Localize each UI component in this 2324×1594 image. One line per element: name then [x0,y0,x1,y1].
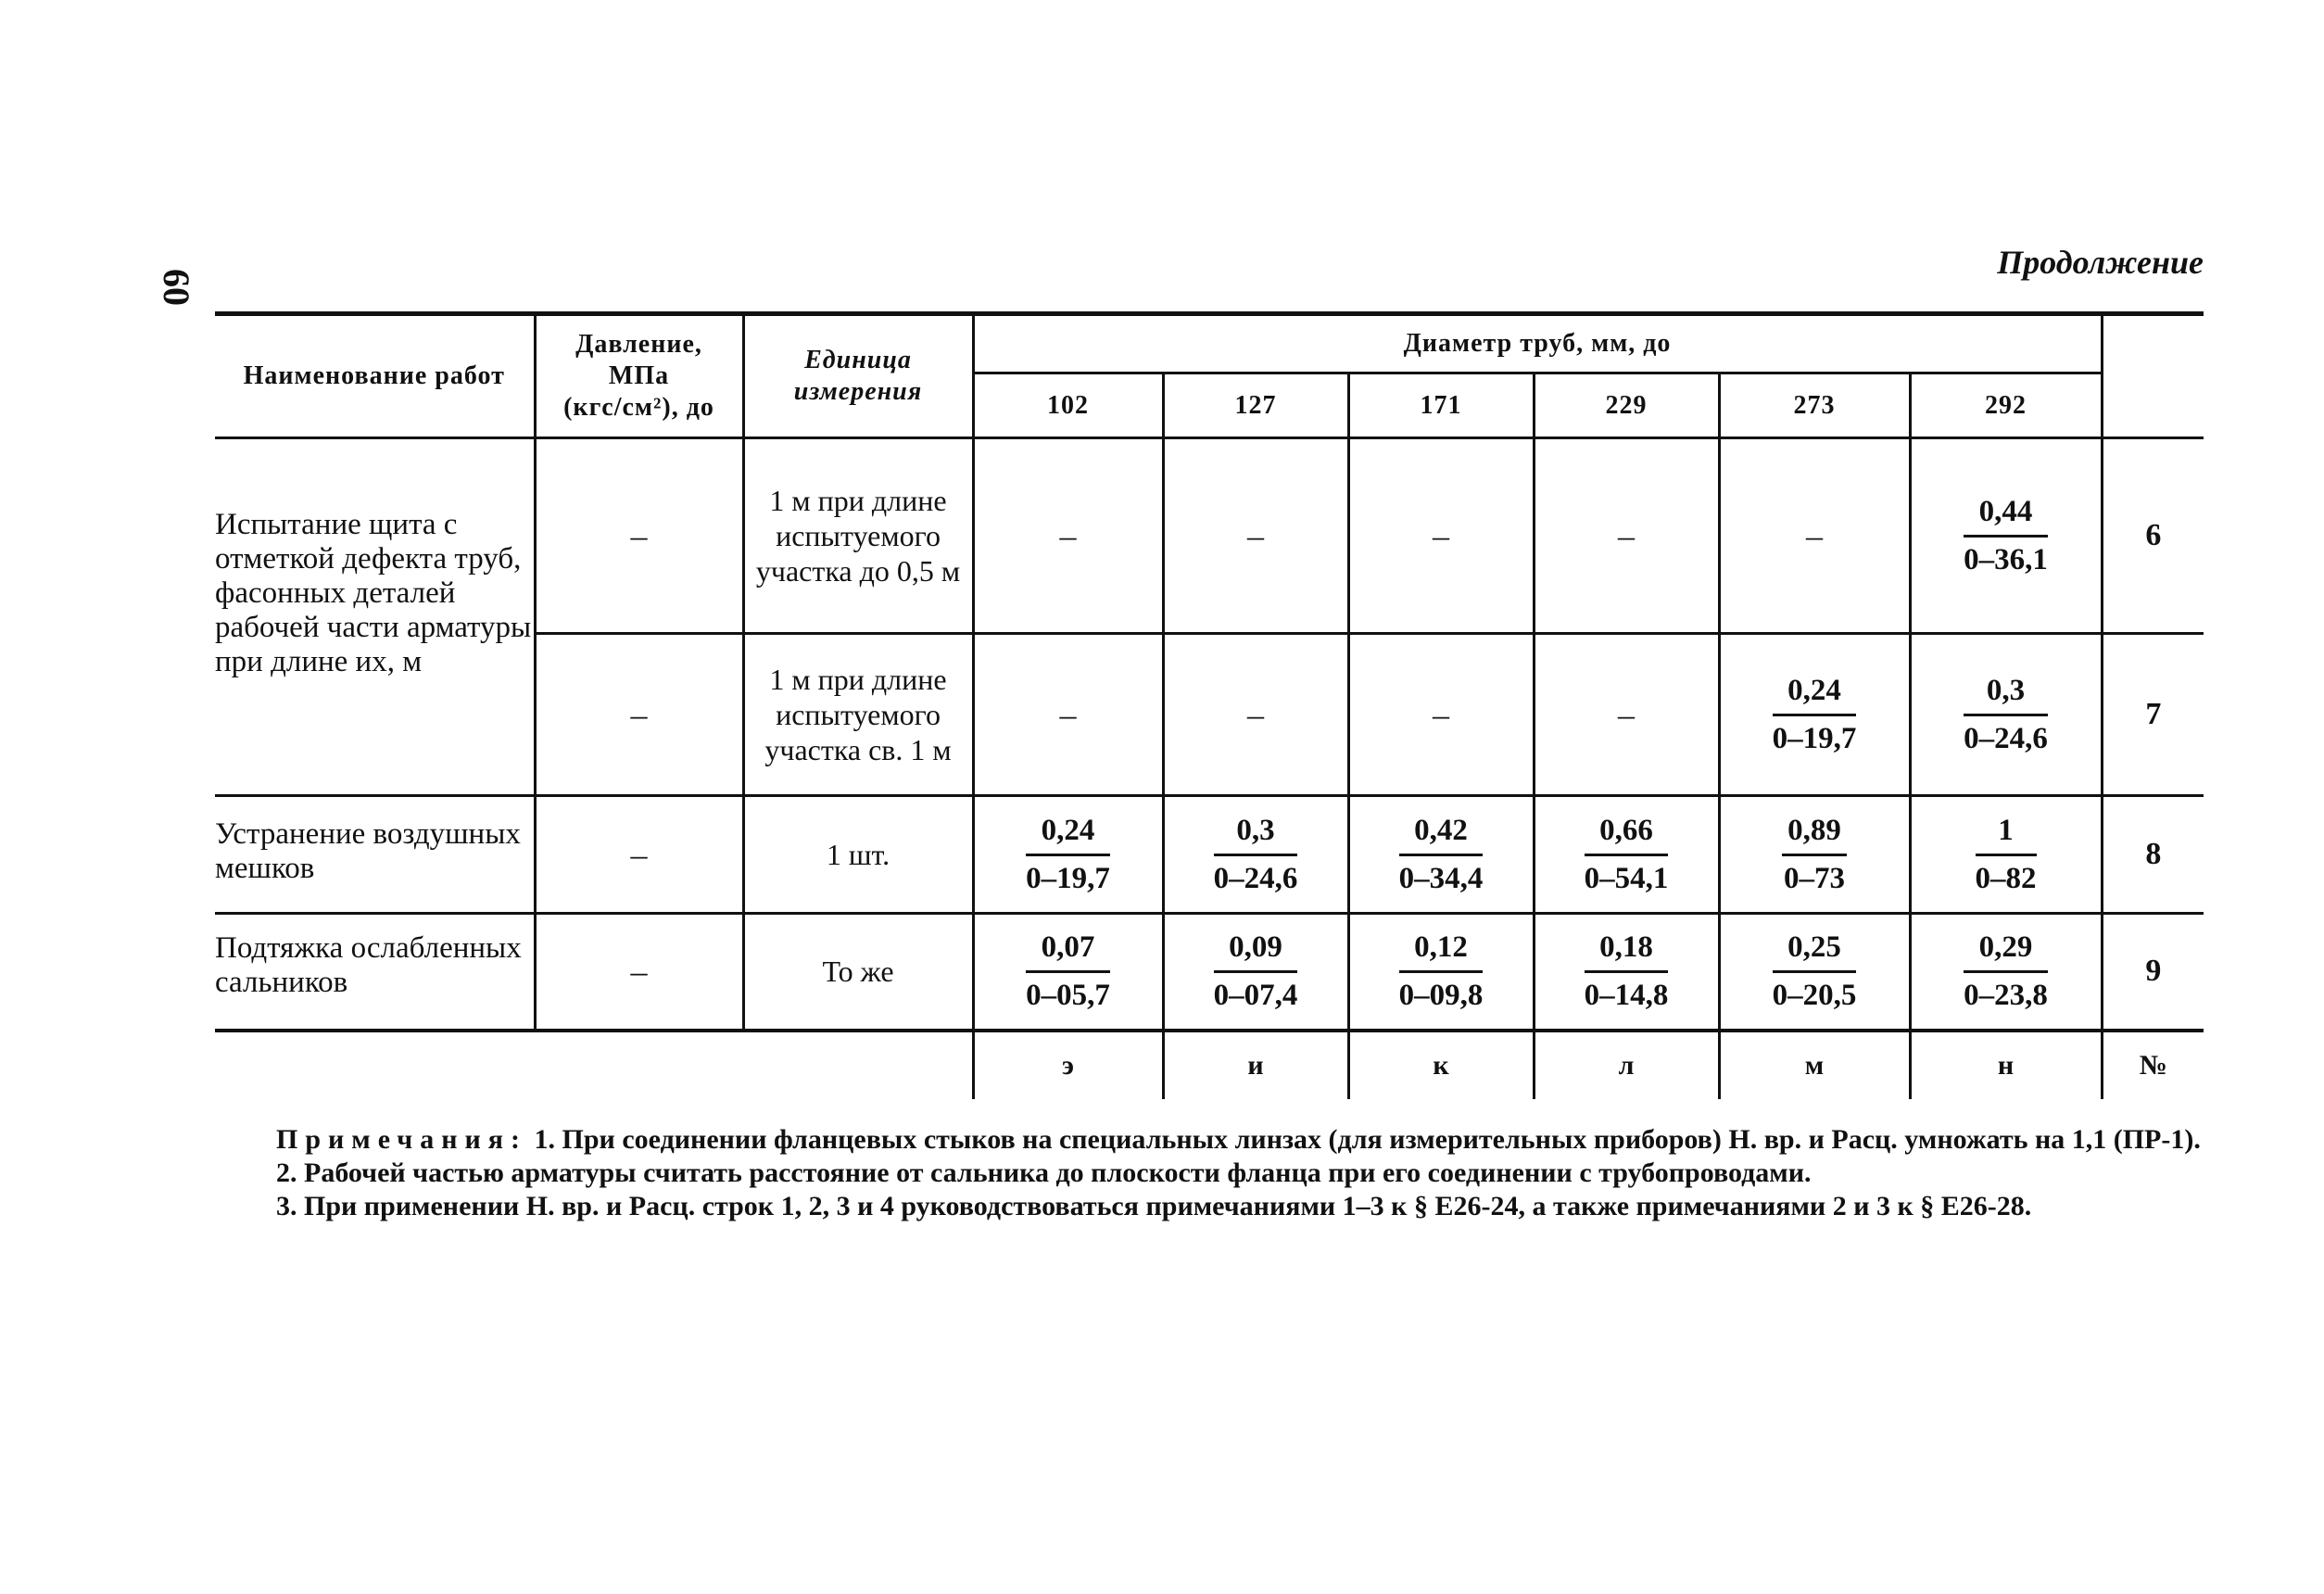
fraction: $\frac{0,24}{0-19,7}$ [1772,673,1857,755]
table-row [215,796,2204,914]
row-number: 8 [2102,796,2204,914]
table-row [215,438,2204,634]
header-diameter-273: 273 [1719,373,1910,438]
header-pressure: Давление, МПа (кгс/см²), до [535,314,743,438]
value-cell: – [1534,438,1719,634]
column-code: э [973,1031,1163,1099]
column-code: л [1534,1031,1719,1099]
value-cell [1163,914,1348,1031]
pressure-cell: – [535,634,743,796]
header-diameter-171: 171 [1348,373,1534,438]
fraction: $\frac{0,44}{0-36,1}$ [1964,494,2048,576]
continuation-label: Продолжение [1997,244,2204,281]
value-cell: – [1348,438,1534,634]
header-row-number [2102,314,2204,438]
fraction: $\frac{1}{0-82}$ [1975,813,2037,895]
fraction: $\frac{0,89}{0-73}$ [1784,813,1845,895]
value-cell [1534,796,1719,914]
unit-cell: То же [743,914,973,1031]
fraction: $\frac{0,66}{0-54,1}$ [1584,813,1669,895]
value-cell [1163,796,1348,914]
fraction: $\frac{0,07}{0-05,7}$ [1026,930,1110,1012]
value-cell [1534,914,1719,1031]
value-cell [1910,438,2102,634]
header-diameter-127: 127 [1163,373,1348,438]
pressure-cell: – [535,796,743,914]
fraction: $\frac{0,3}{0-24,6}$ [1964,673,2048,755]
note-1: Примечания: 1. При соединении фланцевых стыков на специальных линзах (для измерительных приборов) Н. вр. и Расц. умножать на 1,1 (ПР-1). [276,1124,2201,1155]
value-cell [973,914,1163,1031]
fraction: $\frac{0,24}{0-19,7}$ [1026,813,1110,895]
unit-cell: 1 м при длине испытуемого участка до 0,5 м [743,438,973,634]
unit-cell: 1 шт. [743,796,973,914]
pressure-cell: – [535,438,743,634]
fraction: $\frac{0,12}{0-09,8}$ [1398,930,1484,1012]
page-number: 60 [156,269,197,306]
row-number: 6 [2102,438,2204,634]
value-cell [1348,914,1534,1031]
notes-label: Примечания: [276,1124,528,1155]
work-name-cell: Испытание щита с отметкой дефекта труб, фасонных деталей рабочей части арматуры при длине их, м [215,438,535,796]
value-cell: – [1534,634,1719,796]
note-3: 3. При применении Н. вр. и Расц. строк 1, 2, 3 и 4 руководствоваться примечаниями 1–3 к § Е26-24, а также примечаниями 2 и 3 к § Е26-28. [276,1191,2032,1221]
header-diameter-229: 229 [1534,373,1719,438]
fraction: $\frac{0,42}{0-34,4}$ [1398,813,1484,895]
value-cell [1719,914,1910,1031]
column-code: и [1163,1031,1348,1099]
pressure-cell: – [535,914,743,1031]
value-cell [1910,796,2102,914]
norm-table [215,311,2204,1099]
value-cell [973,796,1163,914]
number-sign: № [2102,1031,2204,1099]
value-cell [1910,634,2102,796]
row-number: 7 [2102,634,2204,796]
note-2: 2. Рабочей частью арматуры считать расстояние от сальника до плоскости фланца при его соединении с трубопроводами. [276,1158,1812,1188]
value-cell [1348,796,1534,914]
header-work-name: Наименование работ [215,314,535,438]
unit-cell: 1 м при длине испытуемого участка св. 1 м [743,634,973,796]
header-diameter: Диаметр труб, мм, до [973,314,2102,373]
column-code: н [1910,1031,2102,1099]
table-row [215,914,2204,1031]
row-number: 9 [2102,914,2204,1031]
value-cell: – [1163,634,1348,796]
column-code: м [1719,1031,1910,1099]
value-cell: – [1348,634,1534,796]
column-code: к [1348,1031,1534,1099]
value-cell [1910,914,2102,1031]
header-diameter-292: 292 [1910,373,2102,438]
work-name-cell: Устранение воздушных мешков [215,796,535,914]
fraction: $\frac{0,29}{0-23,8}$ [1964,930,2048,1012]
value-cell: – [973,634,1163,796]
work-name-cell: Подтяжка ослабленных сальников [215,914,535,1031]
fraction: $\frac{0,18}{0-14,8}$ [1584,930,1669,1012]
header-diameter-102: 102 [973,373,1163,438]
value-cell [1719,796,1910,914]
column-code-row [215,1031,2204,1099]
value-cell: – [1163,438,1348,634]
value-cell [1719,634,1910,796]
header-unit: Единица измерения [743,314,973,438]
fraction: $\frac{0,3}{0-24,6}$ [1213,813,1298,895]
fraction: $\frac{0,25}{0-20,5}$ [1772,930,1857,1012]
value-cell: – [1719,438,1910,634]
fraction: $\frac{0,09}{0-07,4}$ [1213,930,1298,1012]
notes [209,1123,2204,1223]
value-cell: – [973,438,1163,634]
